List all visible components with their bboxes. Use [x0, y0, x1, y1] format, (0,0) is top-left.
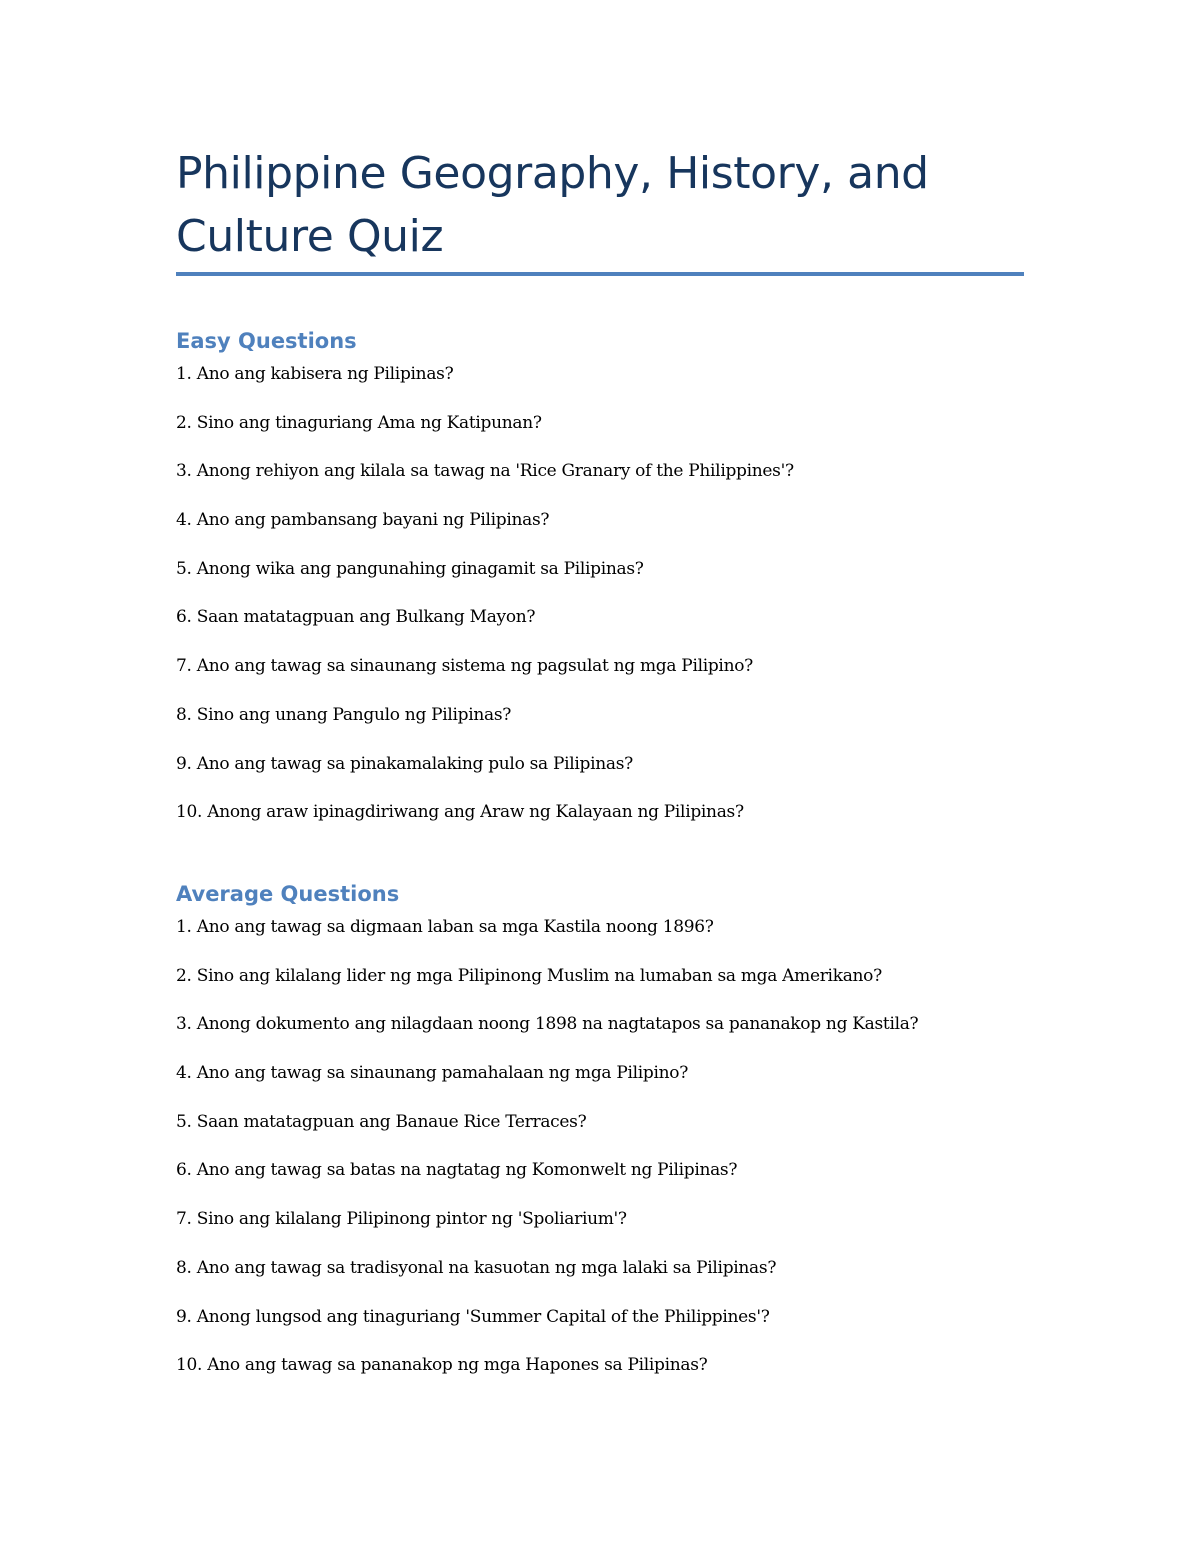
question-item: 10. Anong araw ipinagdiriwang ang Araw ng Kalayaan ng Pilipinas?	[176, 802, 744, 823]
question-item: 6. Saan matatagpuan ang Bulkang Mayon?	[176, 607, 536, 628]
question-item: 7. Ano ang tawag sa sinaunang sistema ng pagsulat ng mga Pilipino?	[176, 656, 753, 677]
average-questions-section	[176, 877, 1024, 1404]
title-underline-rule	[176, 272, 1024, 276]
question-item: 8. Sino ang unang Pangulo ng Pilipinas?	[176, 704, 512, 725]
question-item: 3. Anong rehiyon ang kilala sa tawag na 'Rice Granary of the Philippines'?	[176, 461, 794, 482]
easy-question-list	[176, 364, 1024, 822]
question-item: 5. Saan matatagpuan ang Banaue Rice Terraces?	[176, 1111, 587, 1132]
section-heading-average: Average Questions	[176, 882, 400, 906]
question-item: 9. Anong lungsod ang tinaguriang 'Summer Capital of the Philippines'?	[176, 1306, 770, 1327]
question-item: 9. Ano ang tawag sa pinakamalaking pulo sa Pilipinas?	[176, 753, 633, 774]
question-item: 10. Ano ang tawag sa pananakop ng mga Hapones sa Pilipinas?	[176, 1355, 708, 1376]
question-item: 4. Ano ang tawag sa sinaunang pamahalaan ng mga Pilipino?	[176, 1063, 689, 1084]
question-item: 2. Sino ang tinaguriang Ama ng Katipunan?	[176, 412, 542, 433]
easy-questions-section	[176, 324, 1024, 851]
question-item: 7. Sino ang kilalang Pilipinong pintor ng 'Spoliarium'?	[176, 1209, 627, 1230]
question-item: 1. Ano ang tawag sa digmaan laban sa mga Kastila noong 1896?	[176, 917, 714, 937]
question-item: 6. Ano ang tawag sa batas na nagtatag ng Komonwelt ng Pilipinas?	[176, 1160, 738, 1181]
section-heading-easy: Easy Questions	[176, 329, 357, 353]
question-item: 2. Sino ang kilalang lider ng mga Pilipinong Muslim na lumaban sa mga Amerikano?	[176, 965, 882, 986]
question-item: 5. Anong wika ang pangunahing ginagamit sa Pilipinas?	[176, 558, 644, 579]
document-title: Philippine Geography, History, and Culture Quiz	[176, 148, 929, 262]
question-item: 8. Ano ang tawag sa tradisyonal na kasuotan ng mga lalaki sa Pilipinas?	[176, 1257, 777, 1278]
question-item: 3. Anong dokumento ang nilagdaan noong 1898 na nagtatapos sa pananakop ng Kastila?	[176, 1014, 919, 1035]
question-item: 1. Ano ang kabisera ng Pilipinas?	[176, 364, 454, 384]
question-item: 4. Ano ang pambansang bayani ng Pilipinas?	[176, 510, 550, 531]
average-question-list	[176, 917, 1024, 1375]
